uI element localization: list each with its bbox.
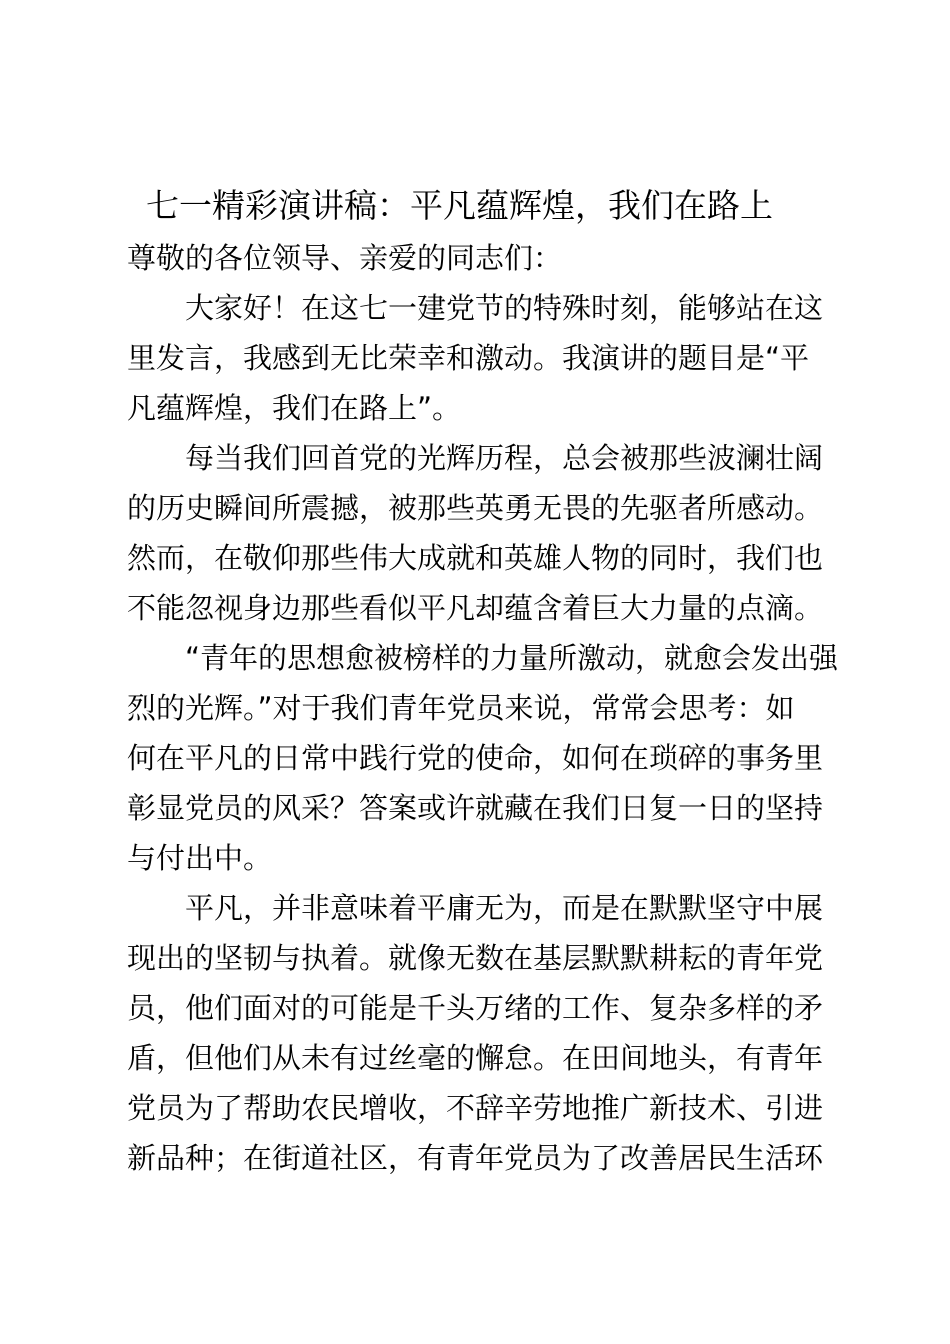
body-line: 烈的光辉。”对于我们青年党员来说，常常会思考：如 — [127, 691, 795, 725]
body-line: “青年的思想愈被榜样的力量所激动，就愈会发出强 — [127, 641, 839, 675]
body-line: 平凡，并非意味着平庸无为，而是在默默坚守中展 — [127, 891, 824, 925]
body-line: 党员为了帮助农民增收，不辞辛劳地推广新技术、引进 — [127, 1091, 824, 1125]
body-line: 新品种；在街道社区，有青年党员为了改善居民生活环 — [127, 1141, 824, 1175]
document-title: 七一精彩演讲稿：平凡蕴辉煌，我们在路上 — [146, 186, 773, 225]
body-line: 不能忽视身边那些看似平凡却蕴含着巨大力量的点滴。 — [127, 591, 824, 625]
body-line: 彰显党员的风采？答案或许就藏在我们日复一日的坚持 — [127, 791, 824, 825]
body-line: 凡蕴辉煌，我们在路上”。 — [127, 391, 462, 425]
body-line: 里发言，我感到无比荣幸和激动。我演讲的题目是“平 — [127, 341, 810, 375]
body-line: 何在平凡的日常中践行党的使命，如何在琐碎的事务里 — [127, 741, 824, 775]
document-body — [127, 233, 839, 1183]
body-line: 员，他们面对的可能是千头万绪的工作、复杂多样的矛 — [127, 991, 824, 1025]
body-line: 大家好！在这七一建党节的特殊时刻，能够站在这 — [127, 291, 824, 325]
body-line: 然而，在敬仰那些伟大成就和英雄人物的同时，我们也 — [127, 541, 824, 575]
body-line: 现出的坚韧与执着。就像无数在基层默默耕耘的青年党 — [127, 941, 824, 975]
salutation-line: 尊敬的各位领导、亲爱的同志们： — [127, 241, 563, 275]
body-line: 与付出中。 — [127, 841, 273, 875]
body-line: 盾，但他们从未有过丝毫的懈怠。在田间地头，有青年 — [127, 1041, 824, 1075]
body-line: 每当我们回首党的光辉历程，总会被那些波澜壮阔 — [127, 441, 824, 475]
body-line: 的历史瞬间所震撼，被那些英勇无畏的先驱者所感动。 — [127, 491, 824, 525]
